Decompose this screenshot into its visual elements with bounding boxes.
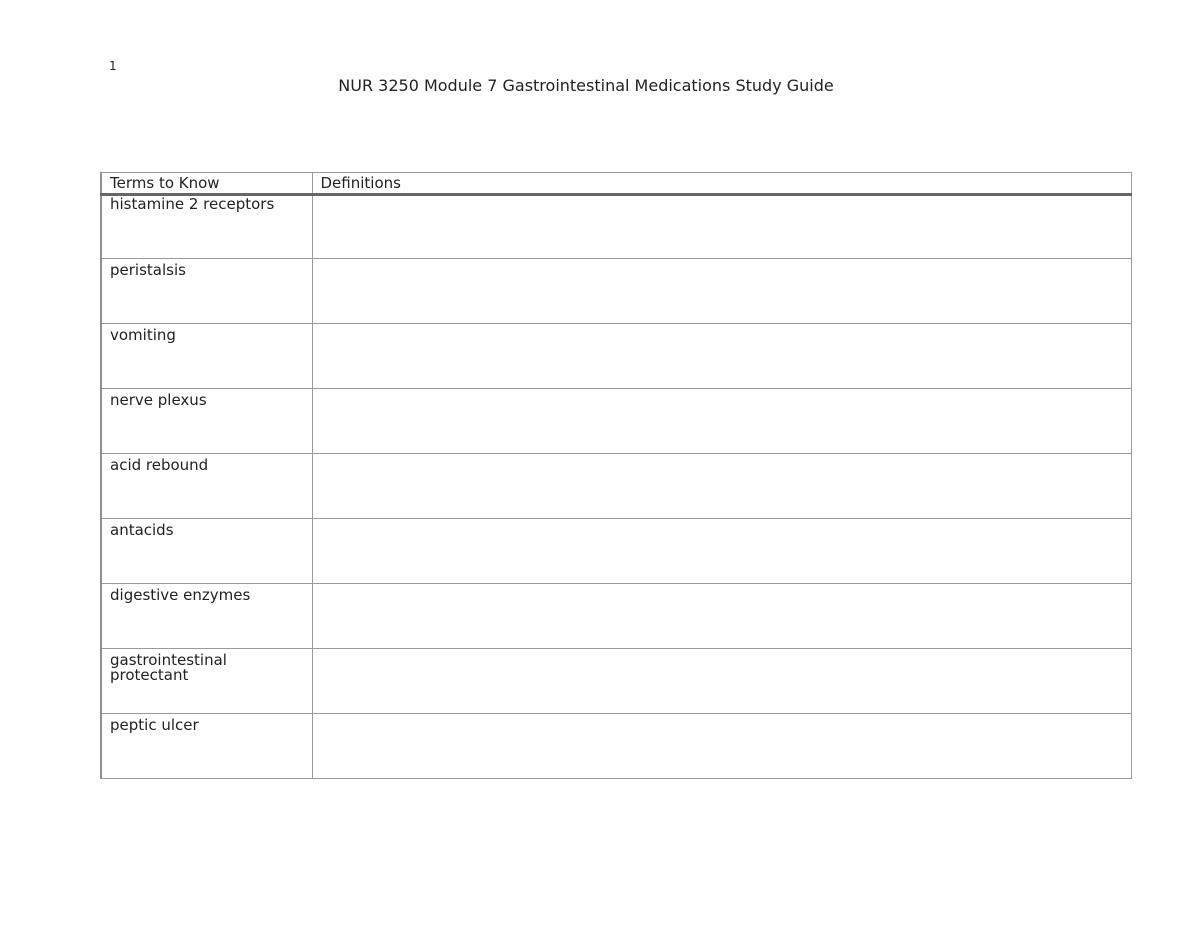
term-cell: peristalsis — [101, 259, 312, 324]
table-header — [101, 173, 1131, 195]
table-row — [101, 714, 1131, 779]
header-terms-to-know: Terms to Know — [101, 173, 312, 195]
definition-cell[interactable] — [312, 195, 1131, 259]
table-body — [101, 195, 1131, 779]
term-cell: antacids — [101, 519, 312, 584]
definition-cell[interactable] — [312, 454, 1131, 519]
term-cell: vomiting — [101, 324, 312, 389]
table-row — [101, 649, 1131, 714]
header-definitions: Definitions — [312, 173, 1131, 195]
term-cell: peptic ulcer — [101, 714, 312, 779]
table-row — [101, 584, 1131, 649]
term-cell: histamine 2 receptors — [101, 195, 312, 259]
table-row — [101, 389, 1131, 454]
term-cell: gastrointestinal protectant — [101, 649, 312, 714]
definition-cell[interactable] — [312, 519, 1131, 584]
terms-table — [100, 172, 1132, 779]
definition-cell[interactable] — [312, 649, 1131, 714]
header-row — [101, 173, 1131, 195]
page-number: 1 — [109, 59, 117, 73]
table-row — [101, 195, 1131, 259]
term-cell: nerve plexus — [101, 389, 312, 454]
document-title: NUR 3250 Module 7 Gastrointestinal Medications Study Guide — [338, 76, 834, 95]
definition-cell[interactable] — [312, 389, 1131, 454]
table-row — [101, 454, 1131, 519]
definition-cell[interactable] — [312, 714, 1131, 779]
table-row — [101, 519, 1131, 584]
table-row — [101, 324, 1131, 389]
definition-cell[interactable] — [312, 324, 1131, 389]
definition-cell[interactable] — [312, 584, 1131, 649]
term-cell: digestive enzymes — [101, 584, 312, 649]
term-cell: acid rebound — [101, 454, 312, 519]
definition-cell[interactable] — [312, 259, 1131, 324]
table-row — [101, 259, 1131, 324]
